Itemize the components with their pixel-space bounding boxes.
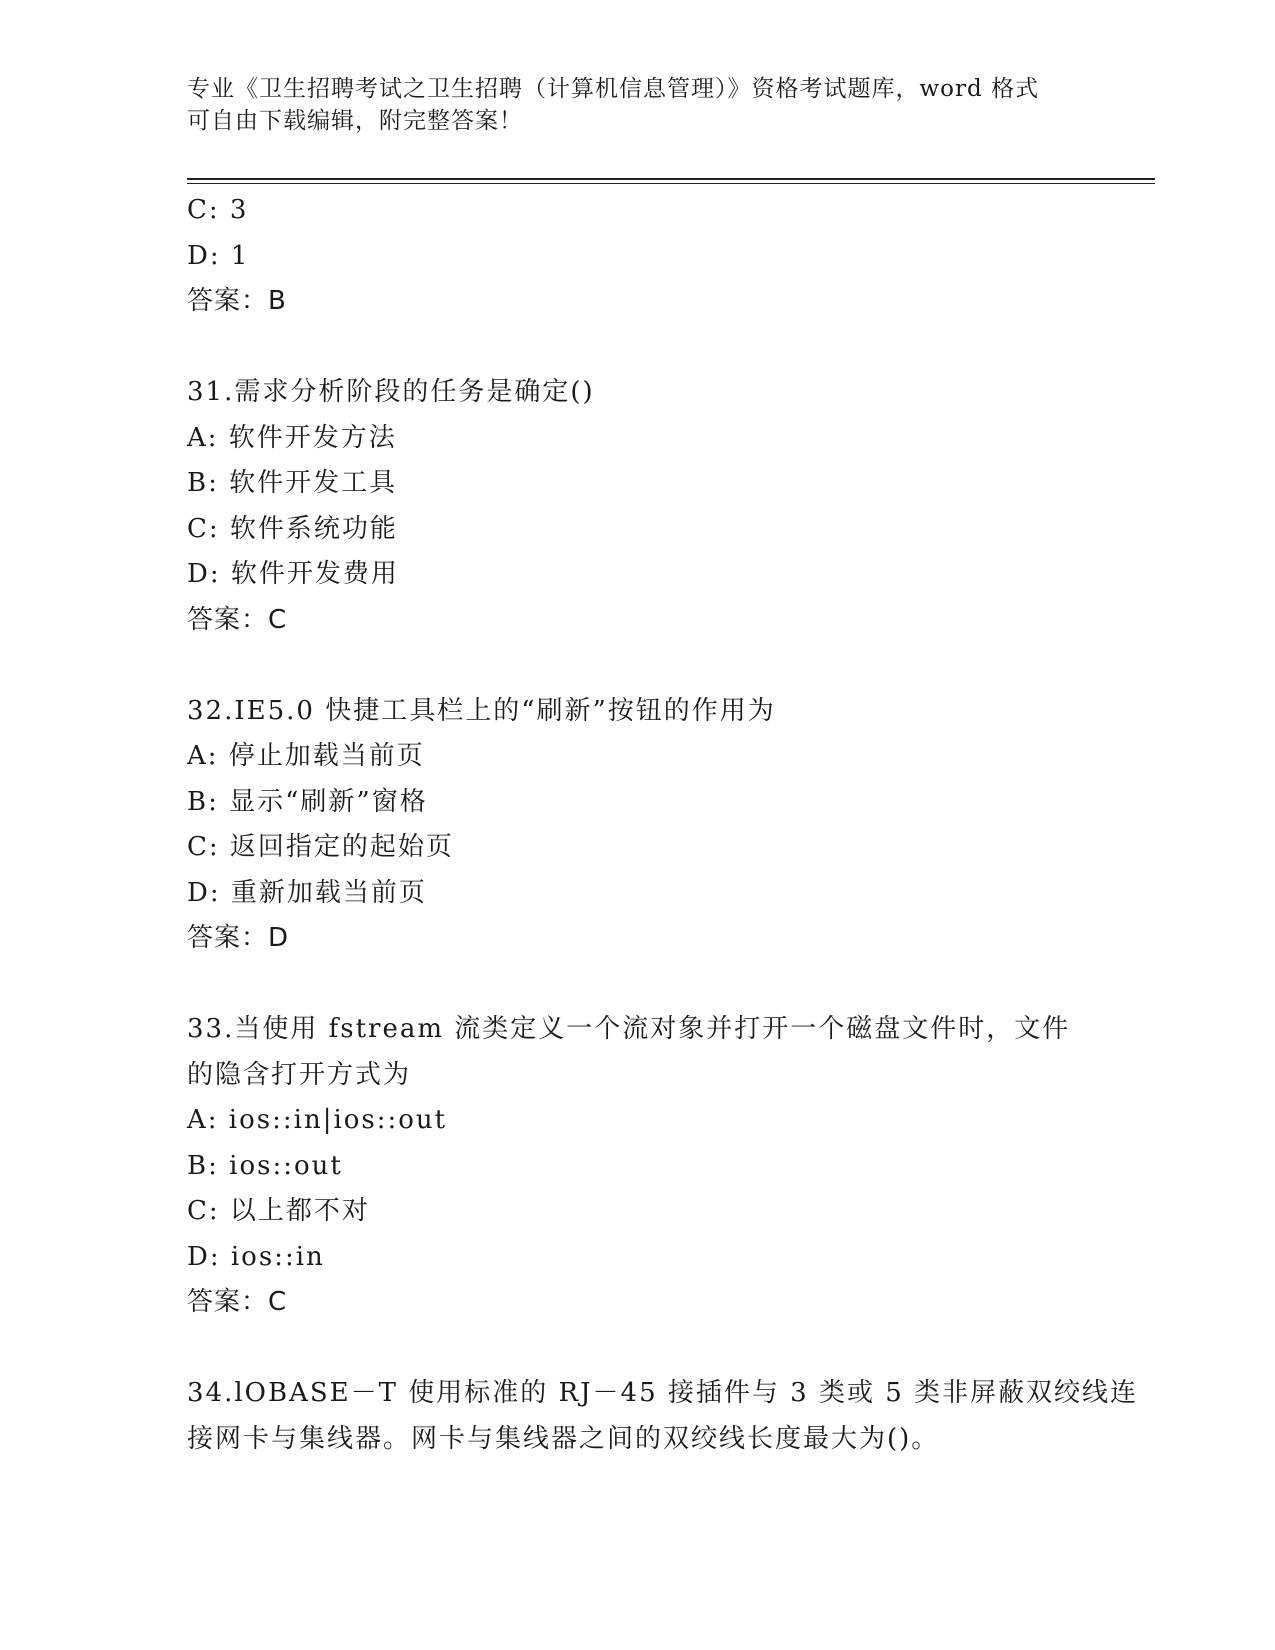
question-31 — [187, 370, 1087, 643]
option-a: A: 软件开发方法 — [187, 422, 397, 453]
document-header — [187, 73, 1087, 137]
question-stem: 32.IE5.0 快捷工具栏上的“刷新”按钮的作用为 — [187, 695, 776, 726]
question-list — [187, 188, 1139, 1462]
question-stem-line-1: 34.lOBASE－T 使用标准的 RJ－45 接插件与 3 类或 5 类非屏蔽双绞线连 — [187, 1378, 1139, 1408]
spacer — [187, 1326, 1087, 1372]
option-c: C: 3 — [187, 195, 249, 225]
option-c: C: 返回指定的起始页 — [187, 832, 454, 862]
option-b: B: 软件开发工具 — [187, 468, 398, 498]
option-a: A: 停止加载当前页 — [187, 741, 425, 771]
option-a: A: ios::in|ios::out — [187, 1105, 448, 1135]
spacer — [187, 643, 1087, 689]
option-c: C: 软件系统功能 — [187, 513, 398, 544]
answer-line: 答案：C — [187, 604, 288, 635]
spacer — [187, 962, 1087, 1008]
header-line-2: 可自由下载编辑，附完整答案！ — [187, 108, 523, 134]
question-33 — [187, 1007, 1087, 1326]
option-d: D: 软件开发费用 — [187, 559, 399, 589]
question-32 — [187, 689, 1087, 962]
header-line-1: 专业《卫生招聘考试之卫生招聘（计算机信息管理）》资格考试题库，word 格式 — [187, 76, 1040, 102]
option-d: D: 重新加载当前页 — [187, 877, 427, 908]
question-30-tail — [187, 188, 1087, 325]
option-b: B: 显示“刷新”窗格 — [187, 786, 428, 817]
spacer — [187, 325, 1087, 371]
answer-line: 答案：B — [187, 286, 287, 316]
option-b: B: ios::out — [187, 1150, 343, 1181]
option-d: D: 1 — [187, 240, 250, 271]
header-divider-thin — [187, 183, 1155, 184]
question-34 — [187, 1371, 1139, 1462]
question-stem-line-1: 33.当使用 fstream 流类定义一个流对象并打开一个磁盘文件时，文件 — [187, 1014, 1071, 1044]
option-d: D: ios::in — [187, 1241, 325, 1272]
question-stem-line-2: 接网卡与集线器。网卡与集线器之间的双绞线长度最大为()。 — [187, 1423, 940, 1454]
header-divider-thick — [187, 178, 1155, 180]
question-stem-line-2: 的隐含打开方式为 — [187, 1059, 412, 1090]
question-stem: 31.需求分析阶段的任务是确定() — [187, 377, 595, 407]
option-c: C: 以上都不对 — [187, 1196, 370, 1226]
answer-line: 答案：C — [187, 1287, 288, 1317]
answer-line: 答案：D — [187, 923, 290, 953]
